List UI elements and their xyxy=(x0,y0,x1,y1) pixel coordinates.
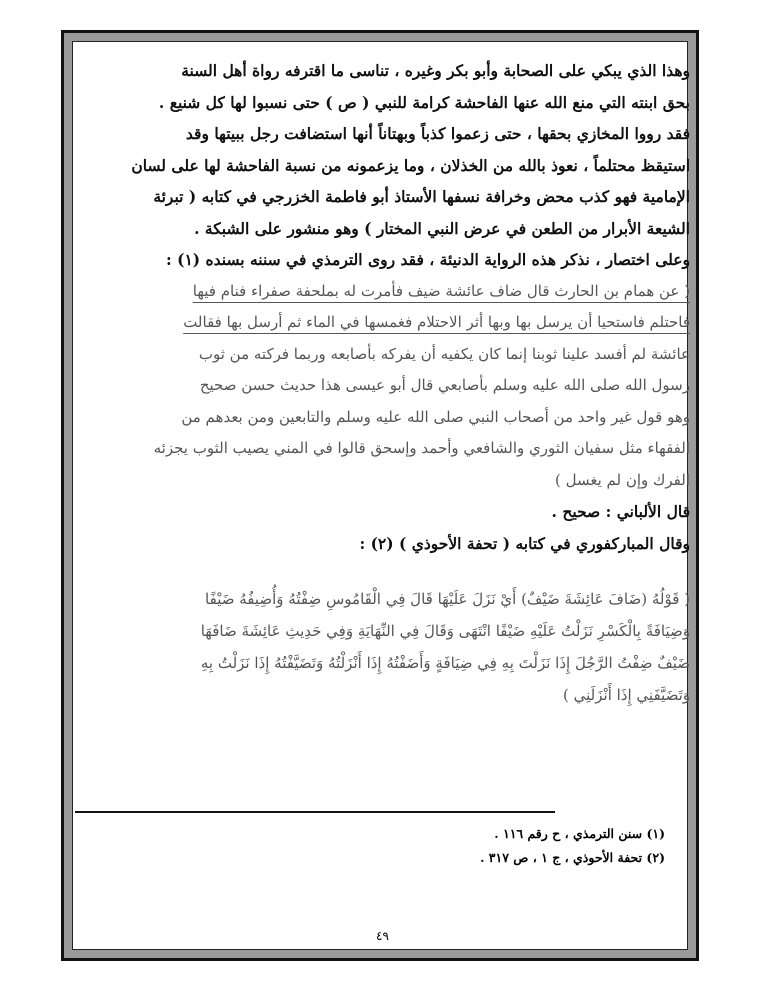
body-line: وهذا الذي يبكي على الصحابة وأبو بكر وغيره ، تناسى ما اقترفه رواة أهل السنة xyxy=(181,61,690,80)
footnotes xyxy=(480,822,665,870)
mubarakfuri-intro: وقال المباركفوري في كتابه ( تحفة الأحوذي ) (٢) : xyxy=(359,533,690,553)
footnote-1: (١) سنن الترمذي ، ح رقم ١١٦ . xyxy=(494,826,665,841)
footnote-divider xyxy=(75,811,555,813)
hadith-line: رسول الله صلى الله عليه وسلم بأصابعي قال أبو عيسى هذا حديث حسن صحيح xyxy=(199,376,690,394)
body-line: فقد رووا المخازي بحقها ، حتى زعموا كذباً وبهتاناً أنها استضافت رجل ببيتها وقد xyxy=(185,124,690,143)
quote-line: وَضِيَافَةً بِالْكَسْرِ نَزَلْتُ عَلَيْهِ ضَيْفًا انْتَهَى وَقَالَ فِي النِّهَايَةِ وَفِي حَدِيثِ عَائِشَةَ ضَافَهَا xyxy=(200,622,690,640)
hadith-line: الفقهاء مثل سفيان الثوري والشافعي وأحمد وإسحق قالوا في المني يصيب الثوب يجزئه xyxy=(153,439,690,457)
spacer xyxy=(75,559,690,583)
hadith-line: عائشة لم أفسد علينا ثوبنا إنما كان يكفيه أن يفركه بأصابعه وربما فركته من ثوب xyxy=(198,344,690,363)
hadith-underlined-text: ( عن همام بن الحارث قال ضاف عائشة ضيف فأمرت له بملحفة صفراء فنام فيها xyxy=(192,281,690,300)
page-body xyxy=(75,55,690,711)
body-line: الشيعة الأبرار من الطعن في عرض النبي المختار ) وهو منشور على الشبكة . xyxy=(194,218,690,238)
hadith-line xyxy=(75,307,690,339)
quote-line: وَتَضَيَّفَنِي إِذَا أَنْزَلَنِي ) xyxy=(563,686,690,704)
quote-line: ( قَوْلُهُ (ضَافَ عَائِشَةَ ضَيْفٌ) أَيْ نَزَلَ عَلَيْهَا قَالَ فِي الْقَامُوسِ ضِفْتُهُ وَأُضِيفُهُ ضَيْفًا xyxy=(205,590,690,608)
albani-ruling: قال الألباني : صحيح . xyxy=(551,502,690,521)
quote-line: ضَيْفٌ ضِفْتُ الرَّجُلَ إِذَا نَزَلْتَ بِهِ فِي ضِيَافَةٍ وَأَضَفْتُهُ إِذَا أَنْزَلْتُهُ وَتَضَيَّفْتُهُ إِذَا نَزَلْتُ بِهِ xyxy=(200,654,690,672)
footnote-2: (٢) تحفة الأحوذي ، ج ١ ، ص ٣١٧ . xyxy=(480,850,665,865)
hadith-line xyxy=(75,276,690,308)
body-line: استيقظ محتلماً ، نعوذ بالله من الخذلان ، وما يزعمونه من نسبة الفاحشة لها على لسان xyxy=(131,155,690,175)
body-line: وعلى اختصار ، نذكر هذه الرواية الدنيئة ، فقد روى الترمذي في سننه بسنده (١) : xyxy=(166,250,690,269)
body-line: الإمامية فهو كذب محض وخرافة نسفها الأستاذ أبو فاطمة الخزرجي في كتابه ( تبرئة xyxy=(153,187,690,206)
hadith-underlined-text: فاحتلم فاستحيا أن يرسل بها وبها أثر الاحتلام فغمسها في الماء ثم أرسل بها فقالت xyxy=(183,313,690,331)
body-line: بحق ابنته التي منع الله عنها الفاحشة كرامة للنبي ( ص ) حتى نسبوا لها كل شنيع . xyxy=(158,92,690,112)
page-number: ٤٩ xyxy=(376,929,389,943)
hadith-line: الفرك وإن لم يغسل ) xyxy=(554,470,690,489)
hadith-line: وهو قول غير واحد من أصحاب النبي صلى الله عليه وسلم والتابعين ومن بعدهم من xyxy=(181,407,690,426)
